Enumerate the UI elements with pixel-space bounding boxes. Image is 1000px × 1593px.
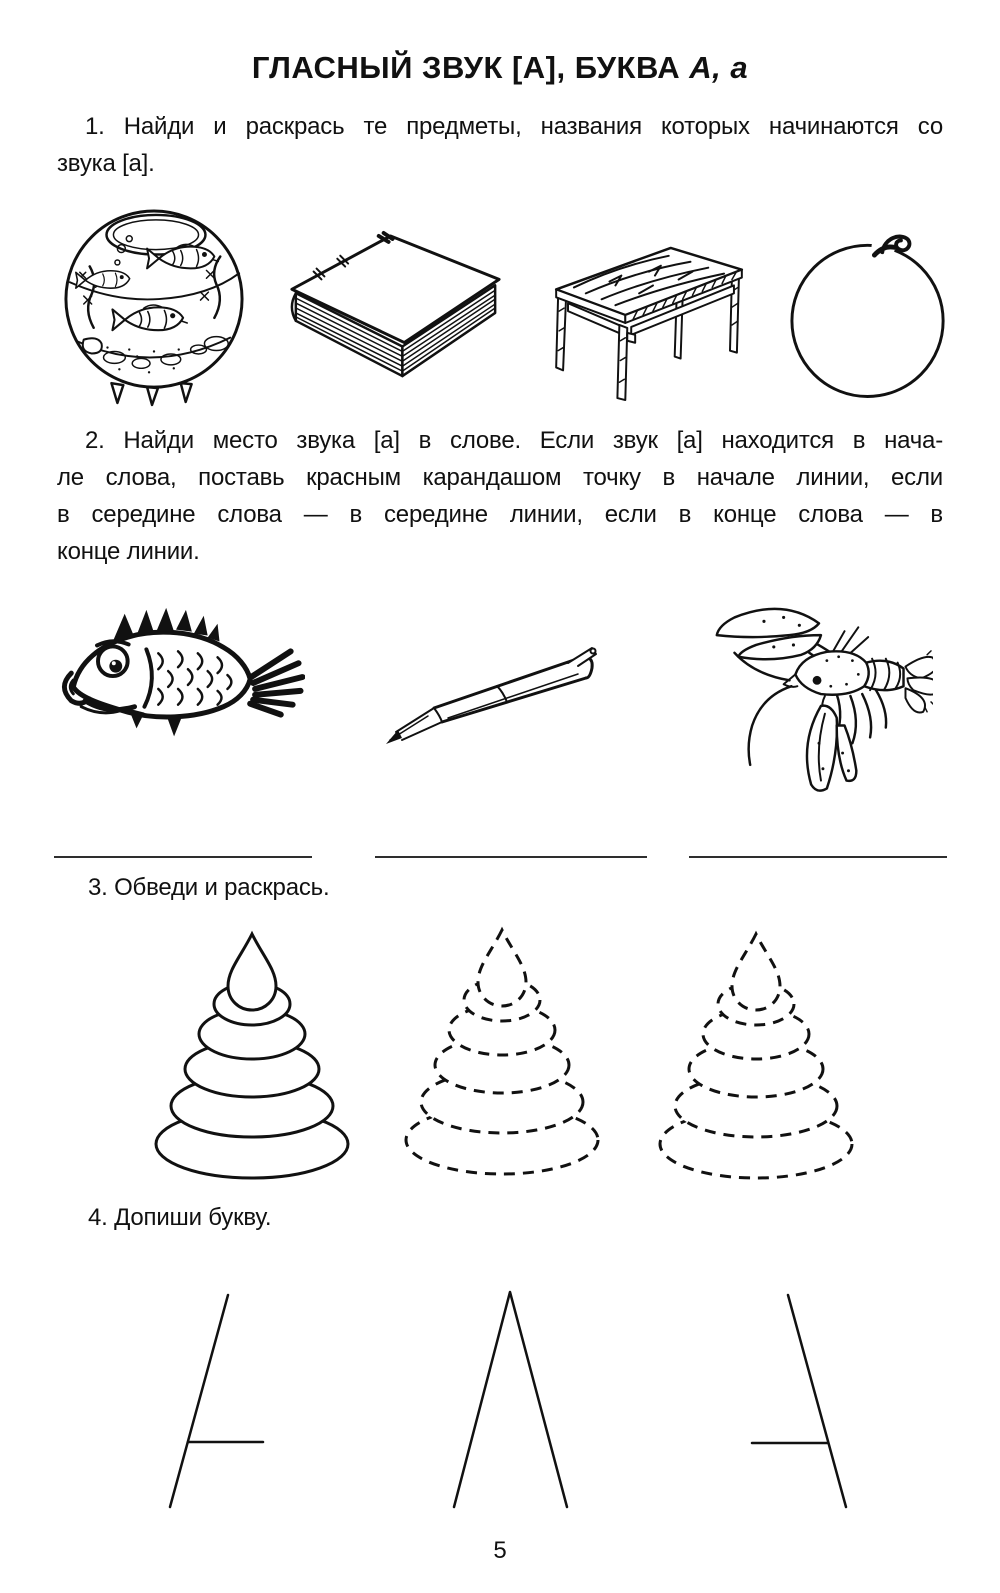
watermelon-illustration	[788, 230, 950, 400]
pyramid-solid	[152, 920, 352, 1182]
aquarium-illustration	[60, 200, 248, 408]
answer-line-pen[interactable]	[375, 856, 647, 858]
answer-line-fish[interactable]	[54, 856, 312, 858]
fish-illustration	[55, 598, 305, 764]
task2-line: ле слова, поставь красным карандашом точку в начале линии, если	[57, 464, 943, 491]
letter-a-missing-crossbar[interactable]	[454, 1292, 567, 1507]
task2-line: в середине слова — в середине линии, если в конце слова — в	[57, 501, 943, 528]
page-number: 5	[493, 1537, 507, 1564]
task2-line: конце линии.	[57, 538, 200, 565]
pyramid-dashed[interactable]	[402, 916, 602, 1178]
letter-a-missing-right-leg[interactable]	[170, 1295, 263, 1507]
task1-line: 1. Найди и раскрась те предметы, названия которых начинаются со	[85, 113, 943, 140]
task2-line: 2. Найди место звука [а] в слове. Если звук [а] находится в нача-	[85, 427, 943, 454]
page-title-main: ГЛАСНЫЙ ЗВУК [А], БУКВА	[251, 50, 690, 85]
crayfish-illustration	[705, 595, 933, 803]
task1-line: звука [а].	[57, 150, 155, 177]
task3-instruction: 3. Обведи и раскрась.	[88, 874, 330, 901]
task2-instruction	[57, 422, 943, 570]
letter-a-missing-left-leg[interactable]	[752, 1295, 846, 1507]
task1-instruction	[57, 108, 943, 182]
table-illustration	[550, 242, 748, 402]
page-title	[0, 50, 1000, 86]
pyramid-dashed[interactable]	[656, 920, 856, 1182]
answer-line-crayfish[interactable]	[689, 856, 947, 858]
letter-practice-strokes[interactable]	[100, 1285, 900, 1513]
page-title-letters: А, а	[689, 50, 749, 85]
pen-illustration	[382, 628, 622, 754]
task4-instruction: 4. Допиши букву.	[88, 1204, 272, 1231]
book-illustration	[284, 230, 506, 386]
